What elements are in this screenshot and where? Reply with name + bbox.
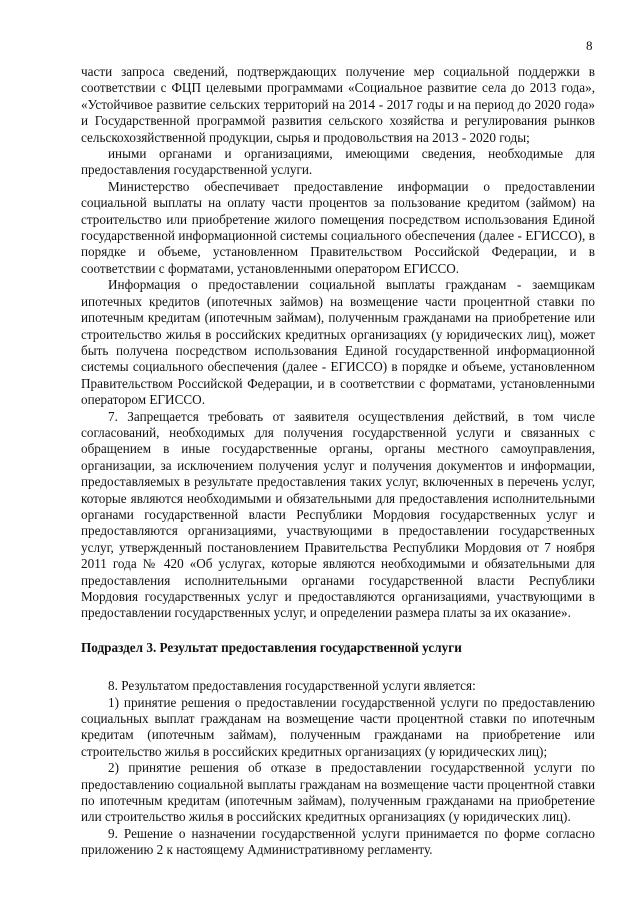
- paragraph: Министерство обеспечивает предоставление информации о предоставлении социальной выплаты на оплату части процентов за пользование кредитом (займом) на строительство или приобретение жилого помещения посредством использования Единой государственной информационной системы социального обеспечения (далее - ЕГИССО), в порядке и объеме, установленном Правительством Российской Федерации, и в соответствии с форматами, установленными оператором ЕГИССО.: [81, 178, 595, 276]
- paragraph: 2) принятие решения об отказе в предоставлении государственной услуги по предоставлению социальной выплаты гражданам на возмещение части процентной ставки по ипотечным кредитам (ипотечным займам), полученным гражданами на приобретение или строительство жилья в российских кредитных организациях (у юридических лиц).: [81, 760, 595, 825]
- section-heading: Подраздел 3. Результат предоставления государственной услуги: [81, 639, 462, 655]
- document-body: [81, 64, 595, 859]
- paragraph: Информация о предоставлении социальной выплаты гражданам - заемщикам ипотечных кредитов (ипотечных займов) на возмещение части процентной ставки по ипотечным кредитам (ипотечным займам), полученным гражданами на приобретение или строительство жилья в российских кредитных организациях (у юридических лиц), может быть получена посредством использования Единой государственной информационной системы социального обеспечения (далее - ЕГИССО) в порядке и объеме, установленном Правительством Российской Федерации, и в соответствии с форматами, установленными оператором ЕГИССО.: [81, 277, 595, 408]
- paragraph: 1) принятие решения о предоставлении государственной услуги по предоставлению социальных выплат гражданам на возмещение части процентной ставки по ипотечным кредитам (ипотечным займам), полученным гражданами на приобретение или строительство жилья в российских кредитных организациях (у юридических лиц);: [81, 694, 595, 759]
- paragraph: 8. Результатом предоставления государственной услуги является:: [108, 678, 476, 694]
- paragraph: части запроса сведений, подтверждающих получение мер социальной поддержки в соответствии с ФЦП целевыми программами «Социальное развитие села до 2013 года», «Устойчивое развитие сельских территорий на 2014 - 2017 годы и на период до 2020 года» и Государственной программой развития сельского хозяйства и регулирования рынков сельскохозяйственной продукции, сырья и продовольствия на 2013 - 2020 годы;: [81, 64, 595, 145]
- paragraph: 9. Решение о назначении государственной услуги принимается по форме согласно приложению 2 к настоящему Административному регламенту.: [81, 825, 595, 858]
- page-number: 8: [586, 38, 593, 53]
- paragraph: 7. Запрещается требовать от заявителя осуществления действий, в том числе согласований, необходимых для получения государственной услуги и связанных с обращением в иные государственные органы, органы местного самоуправления, организации, за исключением получения услуг и получения документов и информации, предоставляемых в результате предоставления таких услуг, включенных в перечень услуг, которые являются необходимыми и обязательными для предоставления исполнительными органами государственной власти Республики Мордовия государственных услуг и предоставляются организациями, участвующими в предоставлении государственных услуг, утвержденный постановлением Правительства Республики Мордовия от 7 ноября 2011 года № 420 «Об услугах, которые являются необходимыми и обязательными для предоставления исполнительными органами государственной власти Республики Мордовия государственных услуг и предоставляются организациями, участвующими в предоставлении государственных услуг, и определении размера платы за их оказание».: [81, 408, 595, 621]
- paragraph: иными органами и организациями, имеющими сведения, необходимые для предоставления государственной услуги.: [81, 146, 595, 178]
